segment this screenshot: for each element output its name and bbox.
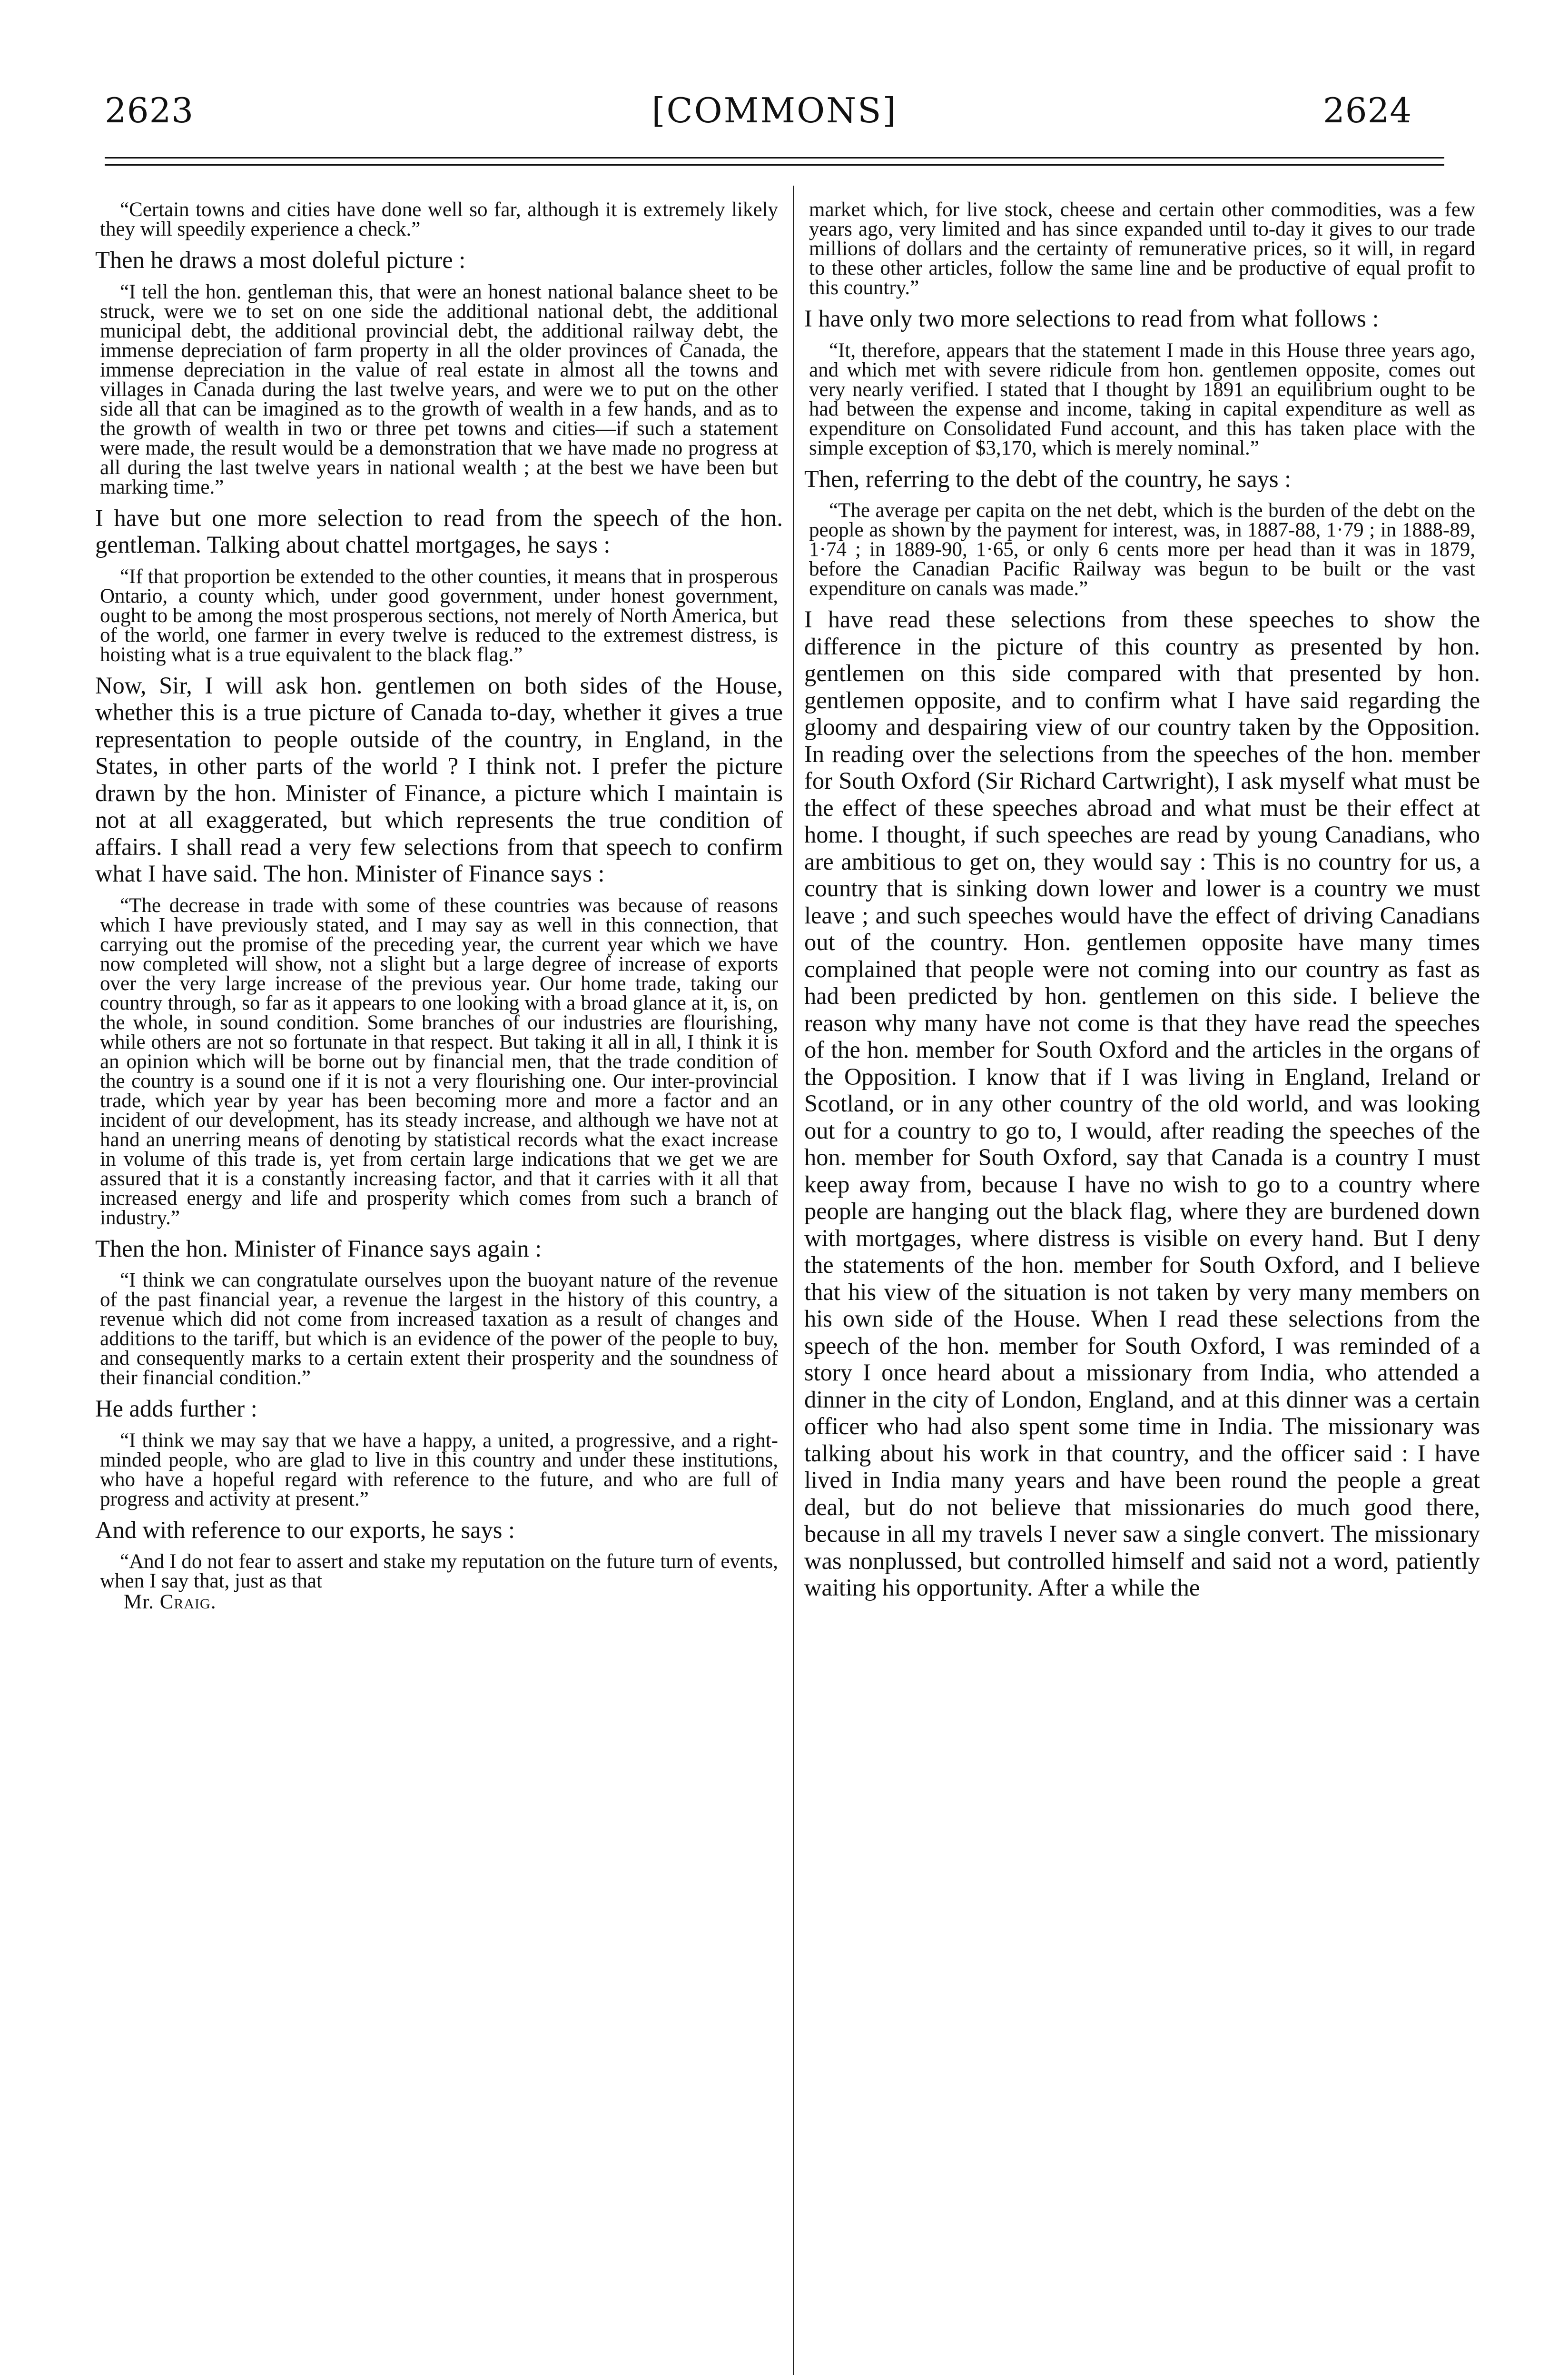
body-paragraph: Then the hon. Minister of Finance says again : xyxy=(95,1235,542,1262)
quote-block: “The average per capita on the net debt, which is the burden of the debt on the people as shown by the payment for interest, was, in 1887-88, 1·79 ; in 1888-89, 1·74 ; in 1889-90, 1·65, or only 6 cents more per head than it was in 1879, before the Canadian Pacific Railway was begun to be built or the vast expenditure on canals was made.” xyxy=(809,499,1475,600)
left-column xyxy=(95,200,783,2380)
speaker-name: Craig. xyxy=(159,1591,217,1613)
body-paragraph: Then he draws a most doleful picture : xyxy=(95,247,466,273)
body-paragraph: And with reference to our exports, he says : xyxy=(95,1516,515,1543)
header-rule-bottom xyxy=(105,164,1444,166)
quote-block: “I think we can congratulate ourselves upon the buoyant nature of the revenue of the past financial year, a revenue the largest in the history of this country, a revenue which did not come from increased taxation as a result of changes and additions to the tariff, but which is an evidence of the power of the people to buy, and consequently marks to a certain extent their prosperity and the soundness of their financial condition.” xyxy=(100,1269,778,1389)
body-paragraph: I have but one more selection to read from the speech of the hon. gentleman. Talking about chattel mortgages, he says : xyxy=(95,504,783,558)
page-header-title: [COMMONS] xyxy=(651,90,898,130)
quote-block: “I tell the hon. gentleman this, that were an honest national balance sheet to be struck, were we to set on one side the additional national debt, the additional municipal debt, the additional provincial debt, the additional railway debt, the immense depreciation of farm property in all the older provinces of Canada, the immense depreciation in the value of real estate in almost all the towns and villages in Canada during the last twelve years, and were we to put on the other side all that can be imagined as to the growth of wealth in a few hands, and as to the growth of wealth in two or three pet towns and cities—if such a statement were made, the result would be a demonstration that we have made no progress at all during the last twelve years in national wealth ; at the best we have been but marking time.” xyxy=(100,280,778,498)
column-divider xyxy=(793,186,794,2375)
body-paragraph: I have only two more selections to read from what follows : xyxy=(804,305,1379,332)
page-number-left: 2623 xyxy=(105,90,194,130)
quote-block: “It, therefore, appears that the statement I made in this House three years ago, and which met with severe ridicule from hon. gentlemen opposite, comes out very nearly verified. I stated that I thought by 1891 an equilibrium ought to be had between the expense and income, taking in capital expenditure as well as expenditure on Consolidated Fund account, and this has taken place with the simple exception of $3,170, which is merely nominal.” xyxy=(809,339,1475,459)
header-rule-top xyxy=(105,157,1444,159)
body-paragraph: Then, referring to the debt of the country, he says : xyxy=(804,465,1292,492)
body-paragraph: I have read these selections from these speeches to show the difference in the picture of this country as presented by hon. gentlemen on this side compared with that presented by hon. gentlemen opposite, and to confirm what I have said regarding the gloomy and despairing view of our country taken by the Opposition. In reading over the selections from the speeches of the hon. member for South Oxford (Sir Richard Cartwright), I ask myself what must be the effect of these speeches abroad and what must be their effect at home. I thought, if such speeches are read by young Canadians, who are ambitious to get on, they would say : This is no country for us, a country that is sinking down lower and lower is a country we must leave ; and such speeches would have the effect of driving Canadians out of the country. Hon. gentlemen opposite have many times complained that people were not coming into our country as fast as had been predicted by hon. gentlemen on this side. I believe the reason why many have not come is that they have read the speeches of the hon. member for South Oxford and the articles in the organs of the Opposition. I know that if I was living in England, Ireland or Scotland, or in any other country of the old world, and was looking out for a country to go to, I would, after reading the speeches of the hon. member for South Oxford, say that Canada is a country I must keep away from, because I have no wish to go to a country where people are hanging out the black flag, where they are burdened down with mortgages, where distress is visible on every hand. But I deny the statements of the hon. member for South Oxford, and I believe that his view of the situation is not taken by very many members on his own side of the House. When I read these selections from the speech of the hon. member for South Oxford, I was reminded of a story I once heard about a missionary from India, who attended a dinner in the city of London, England, and at this dinner was a certain officer who had also spent some time in India. The missionary was talking about his work in that country, and the officer said : I have lived in India many years and have been round the people a great deal, but do not believe that missionaries do much good there, because in all my travels I never saw a single convert. The missionary was nonplussed, but controlled himself and said not a word, patiently waiting his opportunity. After a while the xyxy=(804,606,1480,1601)
quote-block-continued: market which, for live stock, cheese and certain other commodities, was a few years ago, very limited and has since expanded until to-day it gives to our trade millions of dollars and the certainty of remunerative prices, so it will, in regard to these other articles, follow the same line and be productive of equal profit to this country.” xyxy=(809,200,1475,299)
page-number-right: 2624 xyxy=(1323,90,1412,130)
quote-block: “The decrease in trade with some of these countries was because of reasons which I have previously stated, and I may say as well in this connection, that carrying out the promise of the preceding year, the current year which we have now completed will show, not a slight but a large degree of increase of exports over the very large increase of the previous year. Our home trade, taking our country through, so far as it appears to one looking with a broad glance at it, is, on the whole, in sound condition. Some branches of our industries are flourishing, while others are not so fortunate in that respect. But taking it all in all, I think it is an opinion which will be borne out by financial men, that the trade condition of the country is a sound one if it is not a very flourishing one. Our inter-provincial trade, which year by year has been becoming more and more a factor and an incident of our development, has its steady increase, and although we have not at hand an unerring means of denoting by statistical records what the exact increase in volume of this trade is, yet from certain large indications that we get we are assured that it is a constantly increasing factor, and that it carries with it all that increased energy and life and prosperity which comes from such a branch of industry.” xyxy=(100,894,778,1229)
quote-block: “I think we may say that we have a happy, a united, a progressive, and a right-minded people, who are glad to live in this country and under these institutions, who have a hopeful regard with reference to the future, and who are full of progress and activity at present.” xyxy=(100,1429,778,1510)
quote-block: “Certain towns and cities have done well so far, although it is extremely likely they will speedily experience a check.” xyxy=(100,200,778,240)
quote-block: “If that proportion be extended to the other counties, it means that in prosperous Ontario, a county which, under good government, under honest government, ought to be among the most prosperous sections, not merely of North America, but of the world, one farmer in every twelve is reduced to the extremest distress, is hoisting what is a true equivalent to the black flag.” xyxy=(100,565,778,666)
body-paragraph: Now, Sir, I will ask hon. gentlemen on both sides of the House, whether this is a true picture of Canada to-day, whether it gives a true representation to people outside of the country, in England, in the States, in other parts of the world ? I think not. I prefer the picture drawn by the hon. Minister of Finance, a picture which I maintain is not at all exaggerated, but which represents the true condition of affairs. I shall read a very few selections from that speech to confirm what I have said. The hon. Minister of Finance says : xyxy=(95,672,783,887)
body-paragraph: He adds further : xyxy=(95,1395,257,1422)
quote-block: “And I do not fear to assert and stake my reputation on the future turn of events, when I say that, just as that xyxy=(100,1550,778,1592)
speaker-prefix: Mr. xyxy=(124,1591,160,1613)
right-column xyxy=(804,200,1480,2380)
speaker-footer xyxy=(95,1592,783,1612)
